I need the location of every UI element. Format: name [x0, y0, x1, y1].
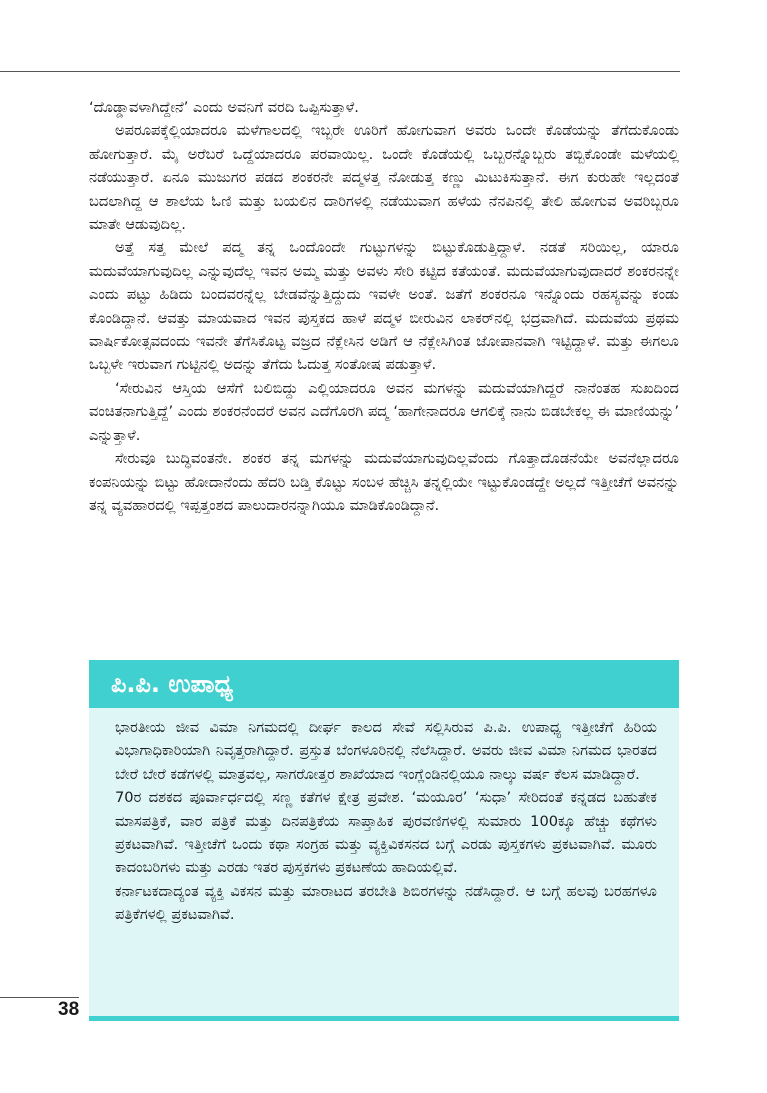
story-text — [89, 96, 679, 517]
top-divider — [0, 71, 680, 72]
bio-paragraph: ಭಾರತೀಯ ಜೀವ ವಿಮಾ ನಿಗಮದಲ್ಲಿ ದೀರ್ಘ ಕಾಲದ ಸೇವೆ ಸಲ್ಲಿಸಿರುವ ಪಿ.ಪಿ. ಉಪಾಧ್ಯ ಇತ್ತೀಚೆಗೆ ಹಿರಿಯ ವಿಭಾಗಾಧಿಕಾರಿಯಾಗಿ ನಿವೃತ್ತರಾಗಿದ್ದಾರೆ. ಪ್ರಸ್ತುತ ಬೆಂಗಳೂರಿನಲ್ಲಿ ನೆಲೆಸಿದ್ದಾರೆ. ಅವರು ಜೀವ ವಿಮಾ ನಿಗಮದ ಭಾರತದ ಬೇರೆ ಬೇರೆ ಕಡೆಗಳಲ್ಲಿ ಮಾತ್ರವಲ್ಲ, ಸಾಗರೋತ್ತರ ಶಾಖೆಯಾದ ಇಂಗ್ಲೆಂಡಿನಲ್ಲಿಯೂ ನಾಲ್ಕು ವರ್ಷ ಕೆಲಸ ಮಾಡಿದ್ದಾರೆ. — [115, 719, 657, 783]
author-name: ಪಿ.ಪಿ. ಉಪಾಧ್ಯ — [111, 670, 234, 698]
footer-divider — [0, 997, 79, 998]
story-paragraph: ‘ದೊಡ್ಡಾವಳಾಗಿದ್ದೇನೆ’ ಎಂದು ಅವನಿಗೆ ವರದಿ ಒಪ್ಪಿಸುತ್ತಾಳೆ. — [89, 99, 359, 116]
bio-paragraph: ಕರ್ನಾಟಕದಾದ್ಯಂತ ವ್ಯಕ್ತಿ ವಿಕಸನ ಮತ್ತು ಮಾರಾಟದ ತರಬೇತಿ ಶಿಬಿರಗಳನ್ನು ನಡೆಸಿದ್ದಾರೆ. ಆ ಬಗ್ಗೆ ಹಲವು ಬರಹಗಳೂ ಪತ್ರಿಕೆಗಳಲ್ಲಿ ಪ್ರಕಟವಾಗಿವೆ. — [115, 882, 657, 924]
author-bio-box — [89, 708, 679, 1021]
author-bio-text — [115, 716, 657, 927]
author-bio-header — [89, 660, 679, 708]
bio-paragraph: 70ರ ದಶಕದ ಪೂರ್ವಾರ್ಧದಲ್ಲಿ ಸಣ್ಣ ಕತೆಗಳ ಕ್ಷೇತ್ರ ಪ್ರವೇಶ. ‘ಮಯೂರ’ ‘ಸುಧಾ’ ಸೇರಿದಂತೆ ಕನ್ನಡದ ಬಹುತೇಕ ಮಾಸಪತ್ರಿಕೆ, ವಾರ ಪತ್ರಿಕೆ ಮತ್ತು ದಿನಪತ್ರಿಕೆಯ ಸಾಪ್ತಾಹಿಕ ಪುರವಣಿಗಳಲ್ಲಿ ಸುಮಾರು 100ಕ್ಕೂ ಹೆಚ್ಚು ಕಥೆಗಳು ಪ್ರಕಟವಾಗಿವೆ. ಇತ್ತೀಚೆಗೆ ಒಂದು ಕಥಾ ಸಂಗ್ರಹ ಮತ್ತು ವ್ಯಕ್ತಿವಿಕಸನದ ಬಗ್ಗೆ ಎರಡು ಪುಸ್ತಕಗಳು ಪ್ರಕಟವಾಗಿವೆ. ಮೂರು ಕಾದಂಬರಿಗಳು ಮತ್ತು ಎರಡು ಇತರ ಪುಸ್ತಕಗಳು ಪ್ರಕಟಣೆಯ ಹಾದಿಯಲ್ಲಿವೆ. — [115, 789, 657, 877]
story-paragraph: ‘ಸೇರುವಿನ ಆಸ್ತಿಯ ಆಸೆಗೆ ಬಲಿಬಿದ್ದು ಎಲ್ಲಿಯಾದರೂ ಅವನ ಮಗಳನ್ನು ಮದುವೆಯಾಗಿದ್ದರೆ ನಾನೆಂತಹ ಸುಖದಿಂದ ವಂಚಿತನಾಗುತ್ತಿದ್ದೆ’ ಎಂದು ಶಂಕರನೆಂದರೆ ಅವನ ಎದೆಗೊರಗಿ ಪದ್ಮ ‘ಹಾಗೇನಾದರೂ ಆಗಲಿಕ್ಕೆ ನಾನು ಬಿಡಬೇಕಲ್ಲ ಈ ಮಾಣಿಯನ್ನು’ ಎನ್ನುತ್ತಾಳೆ. — [89, 379, 679, 444]
story-paragraph: ಸೇರುವೂ ಬುದ್ಧಿವಂತನೇ. ಶಂಕರ ತನ್ನ ಮಗಳನ್ನು ಮದುವೆಯಾಗುವುದಿಲ್ಲವೆಂದು ಗೊತ್ತಾದೊಡನೆಯೇ ಅವನೆಲ್ಲಾದರೂ ಕಂಪನಿಯನ್ನು ಬಿಟ್ಟು ಹೋದಾನೆಂದು ಹೆದರಿ ಬಡ್ತಿ ಕೊಟ್ಟು ಸಂಬಳ ಹೆಚ್ಚಿಸಿ ತನ್ನಲ್ಲಿಯೇ ಇಟ್ಟುಕೊಂಡದ್ದೇ ಅಲ್ಲದೆ ಇತ್ತೀಚೆಗೆ ಅವನನ್ನು ತನ್ನ ವ್ಯವಹಾರದಲ್ಲಿ ಇಪ್ಪತ್ತಂಶದ ಪಾಲುದಾರನನ್ನಾಗಿಯೂ ಮಾಡಿಕೊಂಡಿದ್ದಾನೆ. — [89, 450, 679, 514]
story-paragraph: ಅಪರೂಪಕ್ಕೆಲ್ಲಿಯಾದರೂ ಮಳೆಗಾಲದಲ್ಲಿ ಇಬ್ಬರೇ ಊರಿಗೆ ಹೋಗುವಾಗ ಅವರು ಒಂದೇ ಕೊಡೆಯನ್ನು ತೆಗೆದುಕೊಂಡು ಹೋಗುತ್ತಾರೆ. ಮೈ ಅರೆಬರೆ ಒದ್ದೆಯಾದರೂ ಪರವಾಯಿಲ್ಲ. ಒಂದೇ ಕೊಡೆಯಲ್ಲಿ ಒಬ್ಬರನ್ನೊಬ್ಬರು ತಬ್ಬಿಕೊಂಡೇ ಮಳೆಯಲ್ಲಿ ನಡೆಯುತ್ತಾರೆ. ಏನೂ ಮುಜುಗರ ಪಡದ ಶಂಕರನೇ ಪದ್ಮಳತ್ತ ನೋಡುತ್ತ ಕಣ್ಣು ಮಿಟುಕಿಸುತ್ತಾನೆ. ಈಗ ಕುರುಹೇ ಇಲ್ಲದಂತೆ ಬದಲಾಗಿದ್ದ ಆ ಶಾಲೆಯ ಓಣಿ ಮತ್ತು ಬಯಲಿನ ದಾರಿಗಳಲ್ಲಿ ನಡೆಯುವಾಗ ಹಳೆಯ ನೆನಪಿನಲ್ಲಿ ತೇಲಿ ಹೋಗುವ ಅವರಿಬ್ಬರೂ ಮಾತೇ ಆಡುವುದಿಲ್ಲ. — [89, 122, 679, 234]
page-number: 38 — [58, 999, 80, 1020]
story-paragraph: ಅತ್ತೆ ಸತ್ತ ಮೇಲೆ ಪದ್ಮ ತನ್ನ ಒಂದೊಂದೇ ಗುಟ್ಟುಗಳನ್ನು ಬಿಟ್ಟುಕೊಡುತ್ತಿದ್ದಾಳೆ. ನಡತೆ ಸರಿಯಿಲ್ಲ, ಯಾರೂ ಮದುವೆಯಾಗುವುದಿಲ್ಲ ಎನ್ನುವುದೆಲ್ಲ ಇವನ ಅಮ್ಮ ಮತ್ತು ಅವಳು ಸೇರಿ ಕಟ್ಟಿದ ಕತೆಯಂತೆ. ಮದುವೆಯಾಗುವುದಾದರೆ ಶಂಕರನನ್ನೇ ಎಂದು ಪಟ್ಟು ಹಿಡಿದು ಬಂದವರನ್ನೆಲ್ಲ ಬೇಡವೆನ್ನುತ್ತಿದ್ದುದು ಇವಳೇ ಅಂತೆ. ಜತೆಗೆ ಶಂಕರನೂ ಇನ್ನೊಂದು ರಹಸ್ಯವನ್ನು ಕಂಡು ಕೊಂಡಿದ್ದಾನೆ. ಆವತ್ತು ಮಾಯವಾದ ಇವನ ಪುಸ್ತಕದ ಹಾಳೆ ಪದ್ಮಳ ಬೀರುವಿನ ಲಾಕರ್‌ನಲ್ಲಿ ಭದ್ರವಾಗಿದೆ. ಮದುವೆಯ ಪ್ರಥಮ ವಾರ್ಷಿಕೋತ್ಸವದಂದು ಇವನೇ ತೆಗೆಸಿಕೊಟ್ಟ ವಜ್ರದ ನೆಕ್ಲೇಸಿನ ಅಡಿಗೆ ಆ ನೆಕ್ಲೇಸಿಗಿಂತ ಜೋಪಾನವಾಗಿ ಇಟ್ಟಿದ್ದಾಳೆ. ಮತ್ತು ಈಗಲೂ ಒಬ್ಬಳೇ ಇರುವಾಗ ಗುಟ್ಟಿನಲ್ಲಿ ಅದನ್ನು ತೆಗೆದು ಓದುತ್ತ ಸಂತೋಷ ಪಡುತ್ತಾಳೆ. — [89, 239, 679, 374]
